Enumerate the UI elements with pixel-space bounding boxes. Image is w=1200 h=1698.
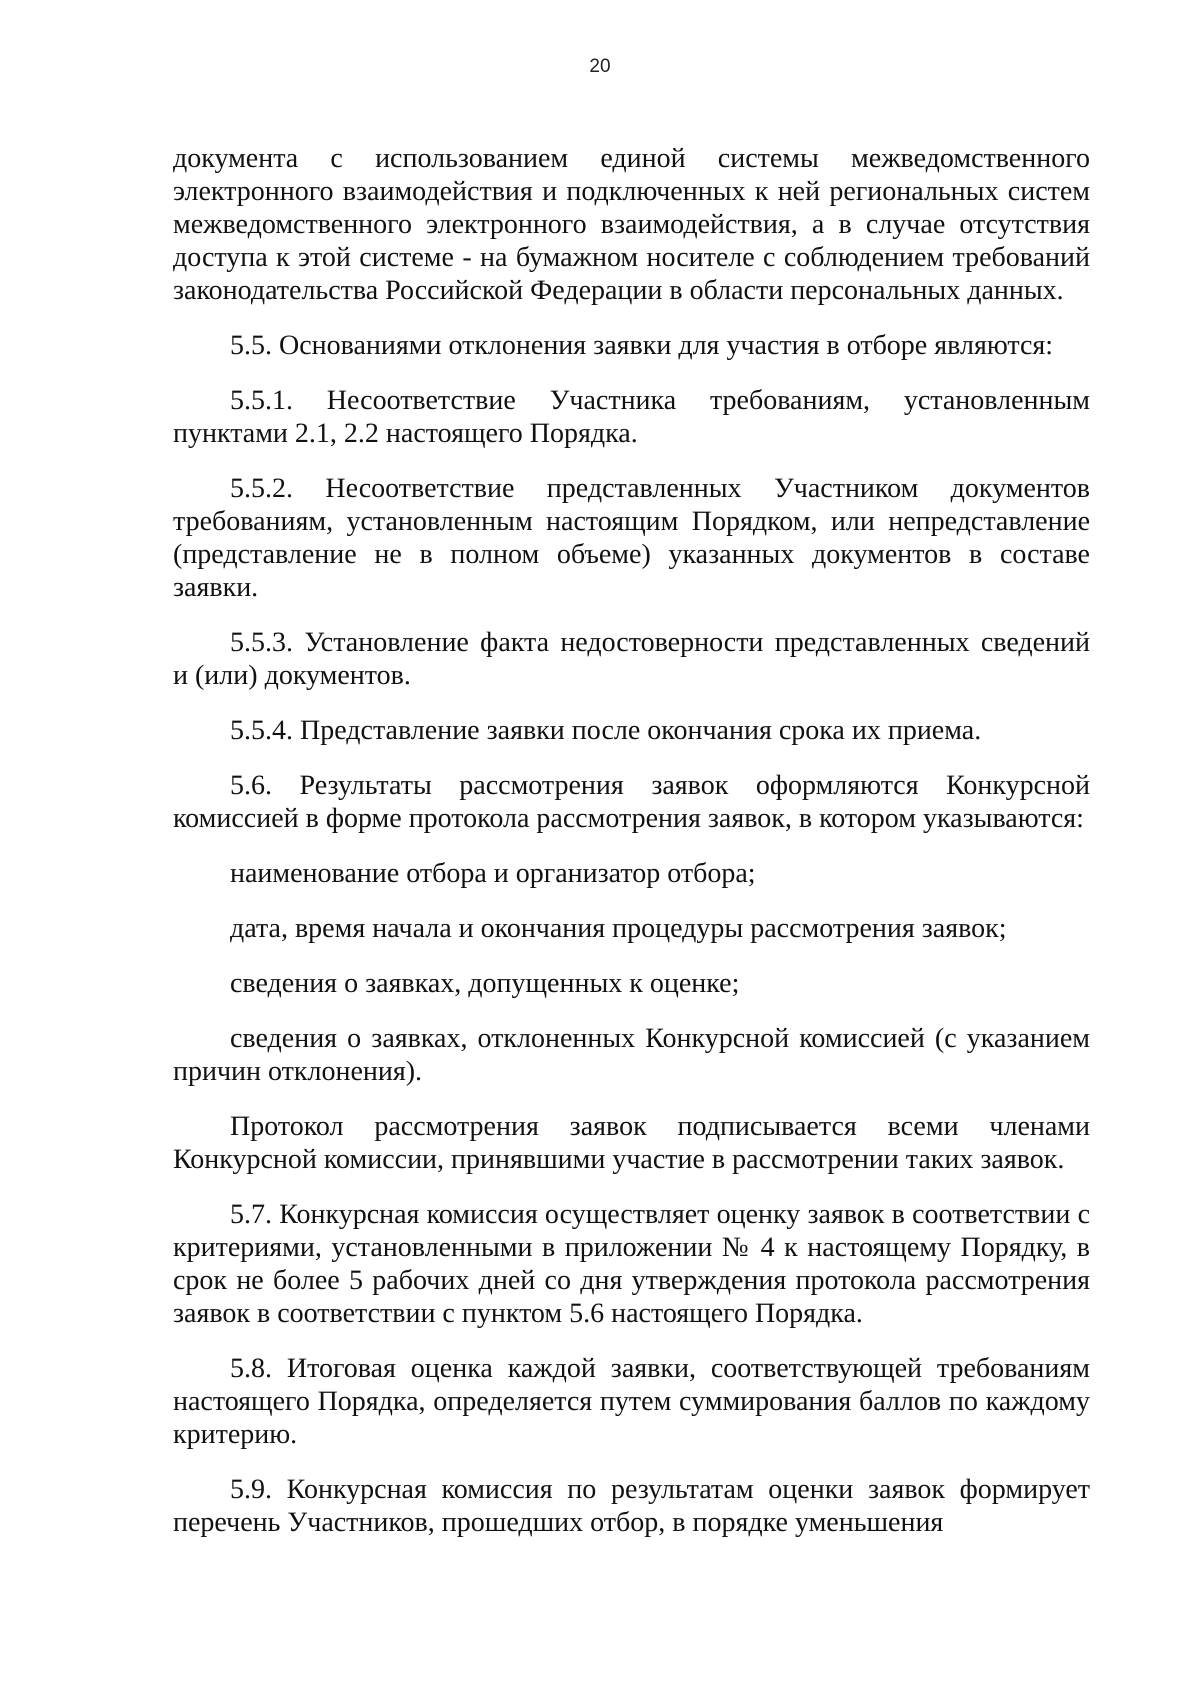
page-number: 20 [589,56,611,77]
paragraph-5-6: 5.6. Результаты рассмотрения заявок оформляются Конкурсной комиссией в форме протокола рассмотрения заявок, в котором указываются: [173,770,1090,834]
list-item-date-time: дата, время начала и окончания процедуры рассмотрения заявок; [230,913,1007,944]
list-item-rejected-applications: сведения о заявках, отклоненных Конкурсной комиссией (с указанием причин отклонения). [173,1023,1090,1087]
paragraph-protocol-signing: Протокол рассмотрения заявок подписывается всеми членами Конкурсной комиссии, принявшими участие в рассмотрении таких заявок. [173,1111,1090,1175]
list-item-selection-name: наименование отбора и организатор отбора; [230,858,756,889]
paragraph-5-5-4: 5.5.4. Представление заявки после окончания срока их приема. [230,715,982,746]
document-body [173,142,1090,1539]
paragraph-5-5-2: 5.5.2. Несоответствие представленных Участником документов требованиям, установленным настоящим Порядком, или непредставление (представление не в полном объеме) указанных документов в составе заявки. [173,473,1090,603]
paragraph-5-9: 5.9. Конкурсная комиссия по результатам оценки заявок формирует перечень Участников, прошедших отбор, в порядке уменьшения [173,1474,1090,1538]
paragraph-5-5-3: 5.5.3. Установление факта недостоверности представленных сведений и (или) документов. [173,627,1090,691]
list-item-admitted-applications: сведения о заявках, допущенных к оценке; [230,968,740,999]
paragraph-5-8: 5.8. Итоговая оценка каждой заявки, соответствующей требованиям настоящего Порядка, определяется путем суммирования баллов по каждому критерию. [173,1353,1090,1450]
paragraph-continuation: документа с использованием единой системы межведомственного электронного взаимодействия и подключенных к ней региональных систем межведомственного электронного взаимодействия, а в случае отсутствия доступа к этой системе - на бумажном носителе с соблюдением требований законодательства Российской Федерации в области персональных данных. [173,143,1090,306]
paragraph-5-7: 5.7. Конкурсная комиссия осуществляет оценку заявок в соответствии с критериями, установленными в приложении № 4 к настоящему Порядку, в срок не более 5 рабочих дней со дня утверждения протокола рассмотрения заявок в соответствии с пунктом 5.6 настоящего Порядка. [173,1199,1090,1329]
paragraph-5-5-1: 5.5.1. Несоответствие Участника требованиям, установленным пунктами 2.1, 2.2 настоящего Порядка. [173,385,1090,449]
paragraph-5-5: 5.5. Основаниями отклонения заявки для участия в отборе являются: [230,330,1054,361]
